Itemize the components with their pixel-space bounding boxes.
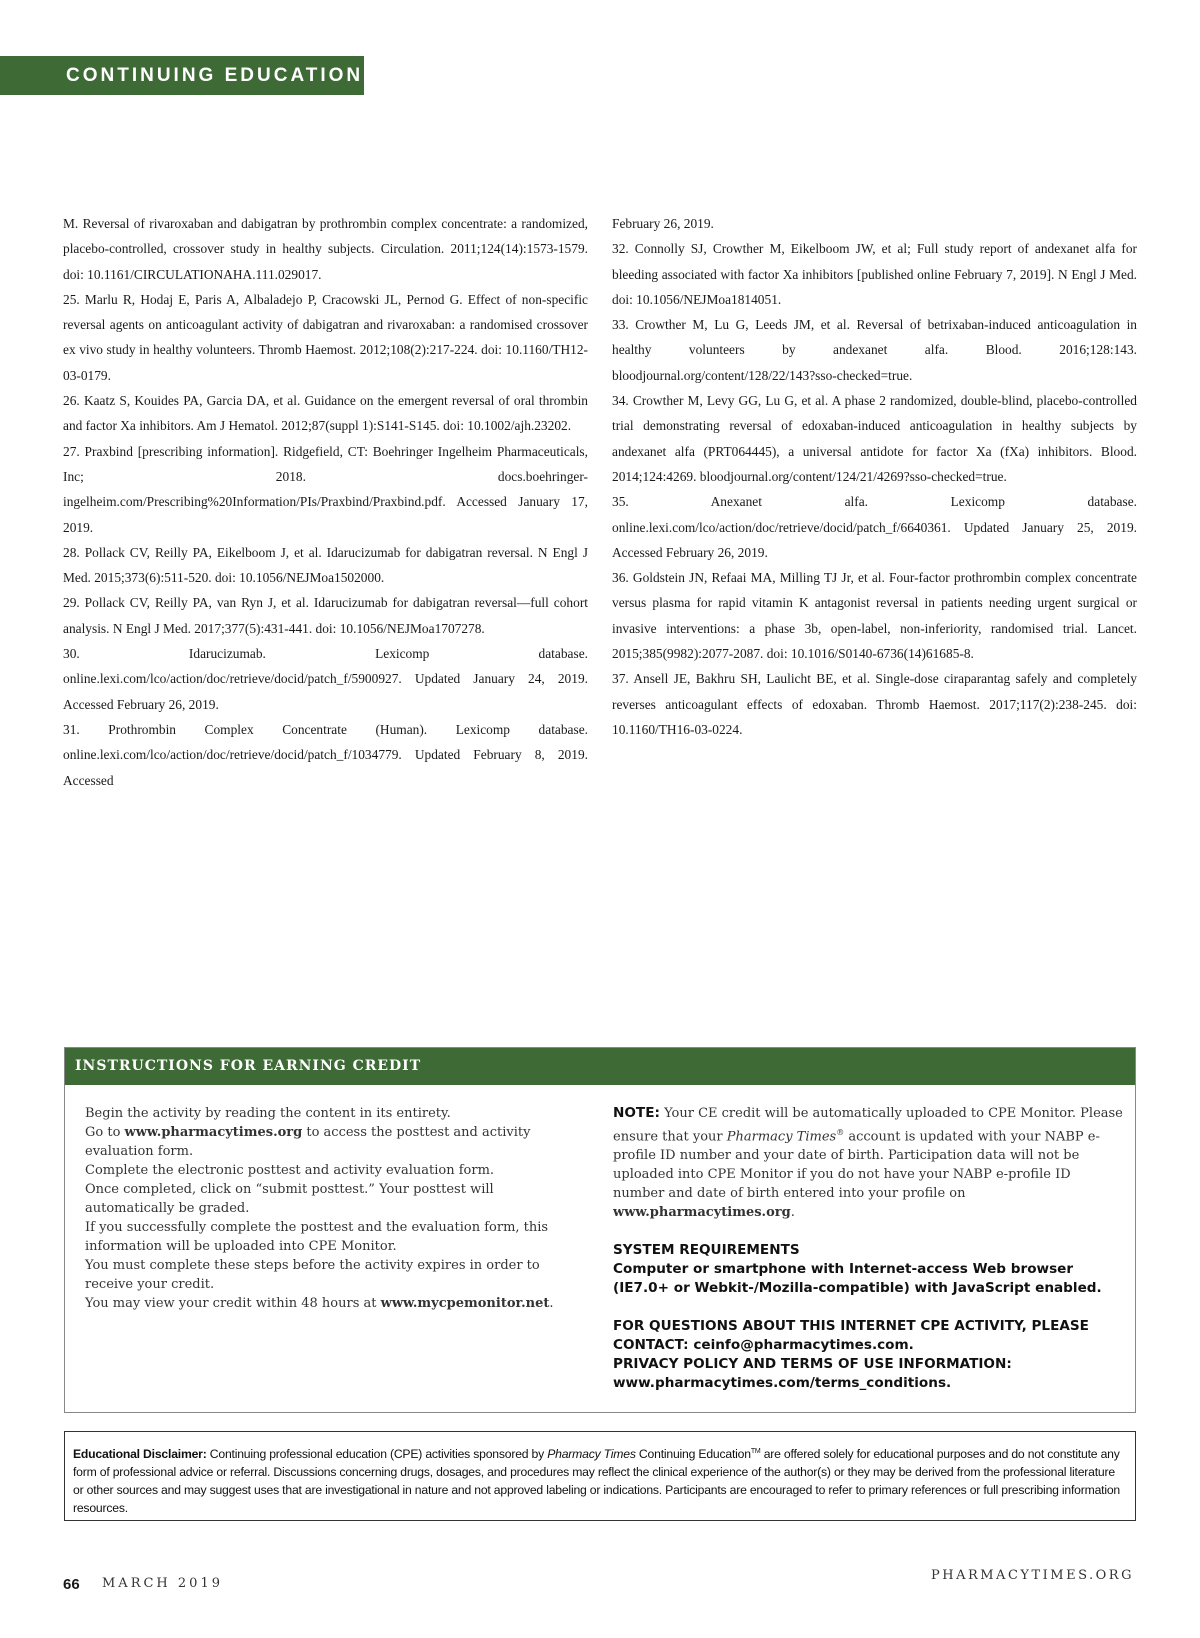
reference-34: 34. Crowther M, Levy GG, Lu G, et al. A phase 2 randomized, double-blind, placebo-controlled trial demonstrating reversal of edoxaban-induced anticoagulation in healthy subjects by andexanet alfa (PRT064445), a universal antidote for factor Xa (fXa) inhibitors. Blood. 2014;124:4269. bloodjournal.org/content/124/21/4269?sso-checked=true. xyxy=(612,393,1137,484)
credit-step-text: . xyxy=(549,1296,554,1311)
credit-step xyxy=(85,1123,555,1161)
note-text: . xyxy=(790,1205,795,1221)
credit-step: You must complete these steps before the activity expires in order to receive your credit. xyxy=(85,1258,540,1292)
credit-instructions-box xyxy=(64,1047,1136,1413)
credit-steps xyxy=(85,1104,555,1313)
note-text: Your CE credit will be automatically uploaded to CPE Monitor. Please ensure that your xyxy=(613,1106,1123,1145)
reference-31-continued: February 26, 2019. xyxy=(612,216,714,231)
credit-step-text: to access the posttest and activity evaluation form. xyxy=(85,1125,531,1159)
brand-name: Pharmacy Times xyxy=(726,1129,837,1145)
references-left-column xyxy=(63,211,588,793)
disclaimer-text: Continuing Education xyxy=(635,1447,751,1462)
trademark-mark: TM xyxy=(750,1448,761,1455)
registered-mark: ® xyxy=(836,1128,845,1137)
pharmacytimes-link[interactable]: www.pharmacytimes.org xyxy=(124,1125,303,1140)
note-text: account is updated with your NABP e-profile ID number and your date of birth. Participation data will not be uploaded into CPE Monitor if you do not have your NABP e-profile ID number and date of birth entered into your profile on xyxy=(613,1129,1100,1202)
reference-28: 28. Pollack CV, Reilly PA, Eikelboom J, et al. Idarucizumab for dabigatran reversal. N Engl J Med. 2015;373(6):511-520. doi: 10.1056/NEJMoa1502000. xyxy=(63,544,588,586)
page-number: 66 xyxy=(63,1576,80,1593)
reference-35: 35. Anexanet alfa. Lexicomp database. online.lexi.com/lco/action/doc/retrieve/docid/patch_f/6640361. Updated January 25, 2019. Accessed February 26, 2019. xyxy=(612,494,1137,560)
references-right-column xyxy=(612,211,1137,742)
credit-note xyxy=(613,1104,1123,1222)
pharmacytimes-profile-link[interactable]: www.pharmacytimes.org xyxy=(613,1205,791,1221)
site-name: PHARMACYTIMES.ORG xyxy=(930,1568,1134,1583)
reference-37: 37. Ansell JE, Bakhru SH, Laulicht BE, et al. Single-dose ciraparantag safely and completely reverses anticoagulant effects of edoxaban. Thromb Haemost. 2017;117(2):238-245. doi: 10.1160/TH16-03-0224. xyxy=(612,671,1137,737)
educational-disclaimer xyxy=(64,1431,1136,1521)
reference-27: 27. Praxbind [prescribing information]. Ridgefield, CT: Boehringer Ingelheim Pharmaceuticals, Inc; 2018. docs.boehringer-ingelheim.com/Prescribing%20Information/PIs/Praxbind/Praxbind.pdf. Accessed January 17, 2019. xyxy=(63,443,588,535)
reference-36: 36. Goldstein JN, Refaai MA, Milling TJ Jr, et al. Four-factor prothrombin complex concentrate versus plasma for rapid vitamin K antagonist reversal in patients needing urgent surgical or invasive interventions: a phase 3b, open-label, non-inferiority, randomised trial. Lancet. 2015;385(9982):2077-2087. doi: 10.1016/S0140-6736(14)61685-8. xyxy=(612,570,1137,662)
credit-notes xyxy=(613,1104,1123,1393)
credit-step: Once completed, click on “submit posttest.” Your posttest will automatically be graded. xyxy=(85,1182,494,1216)
questions-contact: FOR QUESTIONS ABOUT THIS INTERNET CPE ACTIVITY, PLEASE CONTACT: ceinfo@pharmacytimes.com. xyxy=(613,1318,1089,1354)
issue-date: MARCH 2019 xyxy=(102,1576,223,1591)
system-requirements-text: Computer or smartphone with Internet-access Web browser (IE7.0+ or Webkit-/Mozilla-compatible) with JavaScript enabled. xyxy=(613,1261,1102,1297)
credit-step xyxy=(85,1294,555,1313)
disclaimer-label: Educational Disclaimer: xyxy=(73,1447,207,1462)
reference-25: 25. Marlu R, Hodaj E, Paris A, Albaladejo P, Cracowski JL, Pernod G. Effect of non-specific reversal agents on anticoagulant activity of dabigatran and rivaroxaban: a randomised crossover ex vivo study in healthy volunteers. Thromb Haemost. 2012;108(2):217-224. doi: 10.1160/TH12-03-0179. xyxy=(63,291,588,383)
privacy-policy-link[interactable]: www.pharmacytimes.com/terms_conditions. xyxy=(613,1375,952,1392)
disclaimer-text: are offered solely for educational purposes and do not constitute any form of professional advice or referral. Discussions concerning drugs, dosages, and procedures may reflect the clinical experience of the author(s) or they may be derived from the professional literature or other sources and may suggest uses that are investigational in nature and not approved labeling or indications. Participants are encouraged to refer to primary references or full prescribing information resources. xyxy=(73,1447,1120,1516)
privacy-policy-title: PRIVACY POLICY AND TERMS OF USE INFORMATION: xyxy=(613,1356,1012,1373)
credit-step-text: Go to xyxy=(85,1125,125,1140)
credit-step-text: You may view your credit within 48 hours at xyxy=(85,1296,381,1311)
reference-32: 32. Connolly SJ, Crowther M, Eikelboom JW, et al; Full study report of andexanet alfa for bleeding associated with factor Xa inhibitors [published online February 7, 2019]. N Engl J Med. doi: 10.1056/NEJMoa1814051. xyxy=(612,241,1137,307)
section-label: CONTINUING EDUCATION xyxy=(0,56,364,95)
mycpemonitor-link[interactable]: www.mycpemonitor.net xyxy=(380,1296,550,1311)
credit-instructions-title: INSTRUCTIONS FOR EARNING CREDIT xyxy=(65,1048,1135,1085)
credit-step: If you successfully complete the posttest and the evaluation form, this information will be uploaded into CPE Monitor. xyxy=(85,1220,549,1254)
system-requirements-title: SYSTEM REQUIREMENTS xyxy=(613,1242,800,1259)
reference-26: 26. Kaatz S, Kouides PA, Garcia DA, et al. Guidance on the emergent reversal of oral thrombin and factor Xa inhibitors. Am J Hematol. 2012;87(suppl 1):S141-S145. doi: 10.1002/ajh.23202. xyxy=(63,393,588,434)
credit-step: Complete the electronic posttest and activity evaluation form. xyxy=(85,1163,495,1178)
reference-30: 30. Idarucizumab. Lexicomp database. online.lexi.com/lco/action/doc/retrieve/docid/patch_f/5900927. Updated January 24, 2019. Accessed February 26, 2019. xyxy=(63,646,588,712)
brand-name: Pharmacy Times xyxy=(547,1447,636,1462)
reference-29: 29. Pollack CV, Reilly PA, van Ryn J, et al. Idarucizumab for dabigatran reversal—full cohort analysis. N Engl J Med. 2017;377(5):431-441. doi: 10.1056/NEJMoa1707278. xyxy=(63,595,588,636)
disclaimer-text: Continuing professional education (CPE) activities sponsored by xyxy=(206,1447,548,1462)
credit-step: Begin the activity by reading the content in its entirety. xyxy=(85,1106,451,1121)
reference-24-continued: M. Reversal of rivaroxaban and dabigatran by prothrombin complex concentrate: a randomized, placebo-controlled, crossover study in healthy subjects. Circulation. 2011;124(14):1573-1579. doi: 10.1161/CIRCULATIONAHA.111.029017. xyxy=(63,216,588,282)
reference-33: 33. Crowther M, Lu G, Leeds JM, et al. Reversal of betrixaban-induced anticoagulation in healthy volunteers by andexanet alfa. Blood. 2016;128:143. bloodjournal.org/content/128/22/143?sso-checked=true. xyxy=(612,317,1137,383)
note-label: NOTE: xyxy=(613,1105,660,1121)
reference-31: 31. Prothrombin Complex Concentrate (Human). Lexicomp database. online.lexi.com/lco/action/doc/retrieve/docid/patch_f/1034779. Updated February 8, 2019. Accessed xyxy=(63,721,588,788)
